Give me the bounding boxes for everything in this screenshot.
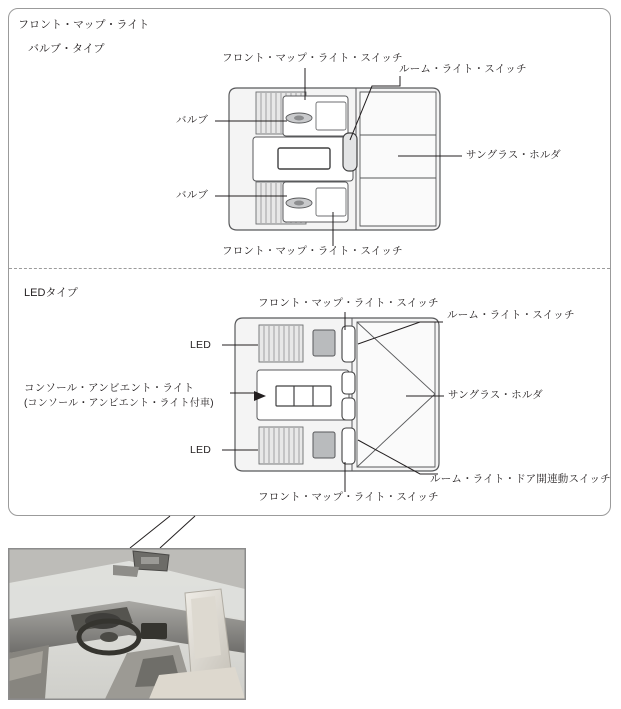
label-led-upper: LED <box>190 339 212 351</box>
label-bulb-lower: バルブ <box>176 189 209 201</box>
label-room-light-switch-bulb: ルーム・ライト・スイッチ <box>399 63 527 75</box>
label-front-map-light-switch-bottom-led: フロント・マップ・ライト・スイッチ <box>258 491 439 503</box>
illustration-panel <box>8 8 611 516</box>
label-console-ambient-light-line2: (コンソール・アンビエント・ライト付車) <box>24 398 214 409</box>
label-room-light-door-switch: ルーム・ライト・ドア開連動スイッチ <box>430 473 611 485</box>
interior-photo-graphic <box>9 549 245 699</box>
label-led-lower: LED <box>190 444 212 456</box>
label-room-light-switch-led: ルーム・ライト・スイッチ <box>447 309 575 321</box>
label-sunglass-holder-bulb: サングラス・ホルダ <box>466 149 561 161</box>
label-front-map-light-switch-bottom-bulb: フロント・マップ・ライト・スイッチ <box>222 245 403 257</box>
label-sunglass-holder-led: サングラス・ホルダ <box>448 389 543 401</box>
label-console-ambient-light-line1: コンソール・アンビエント・ライト <box>24 382 195 394</box>
callout-pointer <box>130 516 195 548</box>
label-front-map-light-switch-top-led: フロント・マップ・ライト・スイッチ <box>258 297 439 309</box>
label-bulb-upper: バルブ <box>176 114 209 126</box>
section-divider <box>9 268 610 269</box>
section-title-bulb: バルブ・タイプ <box>28 43 105 55</box>
page-title: フロント・マップ・ライト <box>18 19 150 31</box>
label-front-map-light-switch-top-bulb: フロント・マップ・ライト・スイッチ <box>222 52 403 64</box>
vehicle-interior-photo <box>8 548 246 700</box>
section-title-led: LEDタイプ <box>24 287 78 299</box>
